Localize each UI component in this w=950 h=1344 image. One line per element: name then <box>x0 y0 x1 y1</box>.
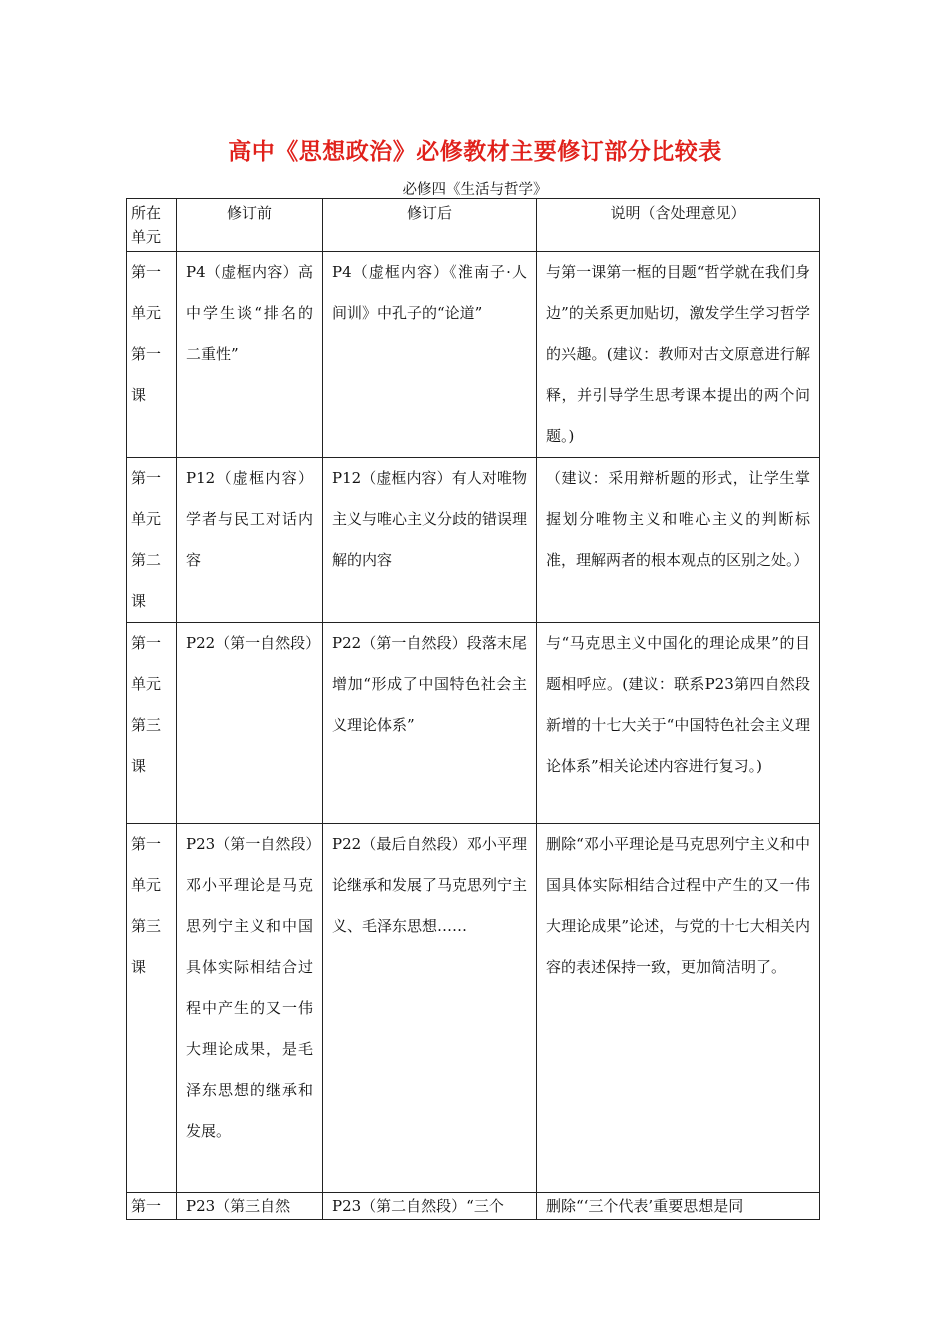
cell-before: P22（第一自然段） <box>177 623 323 824</box>
cell-before: P4（虚框内容）高中学生谈“排名的二重性” <box>177 252 323 458</box>
table-row <box>127 1193 820 1220</box>
cell-before: P23（第一自然段）邓小平理论是马克思列宁主义和中国具体实际相结合过程中产生的又一伟大理论成果，是毛泽东思想的继承和发展。 <box>177 824 323 1193</box>
cell-before: P23（第三自然 <box>177 1193 323 1220</box>
cell-unit: 第一单元第一课 <box>127 252 177 458</box>
table-row <box>127 252 820 458</box>
table-row <box>127 623 820 824</box>
cell-note: 删除“邓小平理论是马克思列宁主义和中国具体实际相结合过程中产生的又一伟大理论成果”论述，与党的十七大相关内容的表述保持一致，更加简洁明了。 <box>537 824 820 1193</box>
cell-note: 与第一课第一框的目题“哲学就在我们身边”的关系更加贴切，激发学生学习哲学的兴趣。(建议：教师对古文原意进行解释，并引导学生思考课本提出的两个问题。) <box>537 252 820 458</box>
header-note: 说明（含处理意见） <box>537 199 820 252</box>
table-row <box>127 458 820 623</box>
header-before: 修订前 <box>177 199 323 252</box>
header-unit: 所在单元 <box>127 199 177 252</box>
table-header-row <box>127 199 820 252</box>
cell-unit: 第一单元第三课 <box>127 824 177 1193</box>
cell-unit: 第一单元第二课 <box>127 458 177 623</box>
document-subtitle: 必修四《生活与哲学》 <box>402 182 548 198</box>
cell-before: P12（虚框内容）学者与民工对话内容 <box>177 458 323 623</box>
cell-after: P22（第一自然段）段落末尾增加“形成了中国特色社会主义理论体系” <box>323 623 537 824</box>
cell-note: （建议：采用辩析题的形式，让学生掌握划分唯物主义和唯心主义的判断标准，理解两者的根本观点的区别之处。） <box>537 458 820 623</box>
cell-note: 删除“‘三个代表’重要思想是同 <box>537 1193 820 1220</box>
comparison-table <box>126 198 820 1220</box>
cell-after: P12（虚框内容）有人对唯物主义与唯心主义分歧的错误理解的内容 <box>323 458 537 623</box>
cell-after: P22（最后自然段）邓小平理论继承和发展了马克思列宁主义、毛泽东思想…… <box>323 824 537 1193</box>
table-row <box>127 824 820 1193</box>
cell-after: P4（虚框内容）《淮南子·人间训》中孔子的“论道” <box>323 252 537 458</box>
document-title: 高中《思想政治》必修教材主要修订部分比较表 <box>228 139 722 165</box>
cell-after: P23（第二自然段）“三个 <box>323 1193 537 1220</box>
cell-unit: 第一单元第三课 <box>127 623 177 824</box>
cell-unit: 第一 <box>127 1193 177 1220</box>
header-after: 修订后 <box>323 199 537 252</box>
cell-note: 与“马克思主义中国化的理论成果”的目题相呼应。(建议：联系P23第四自然段新增的十七大关于“中国特色社会主义理论体系”相关论述内容进行复习。) <box>537 623 820 824</box>
